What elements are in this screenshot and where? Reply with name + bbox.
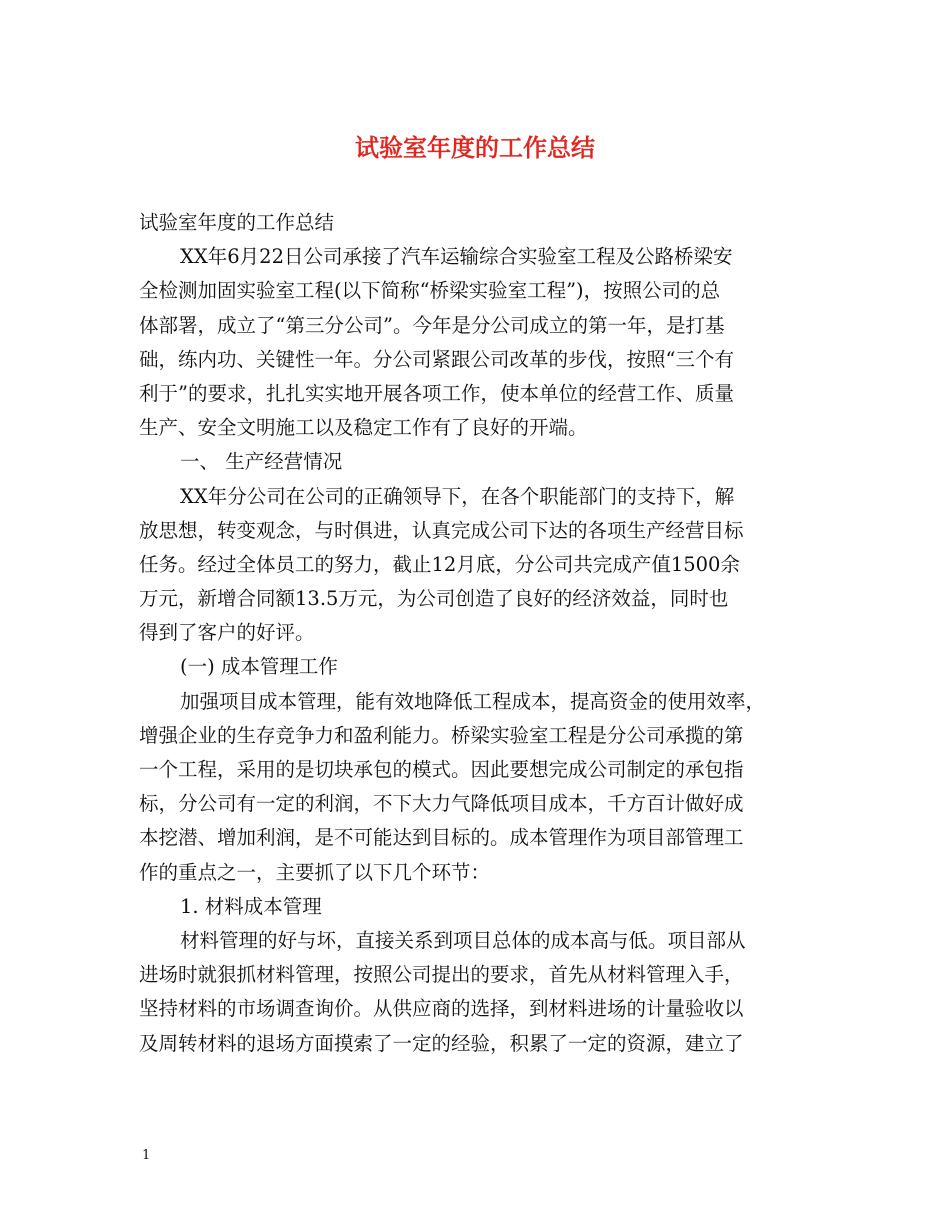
text-line: 一个工程，采用的是切块承包的模式。因此要想完成公司制定的承包指: [139, 758, 744, 781]
text-line: 1. 材料成本管理: [180, 894, 322, 918]
text-line: (一) 成本管理工作: [180, 655, 338, 679]
text-line: 本挖潜、增加利润，是不可能达到目标的。成本管理作为项目部管理工: [139, 826, 744, 850]
text-line: 得到了客户的好评。: [139, 621, 315, 645]
text-line: XX年6月22日公司承接了汽车运输综合实验室工程及公路桥梁安: [180, 245, 733, 269]
text-line: 坚持材料的市场调查询价。从供应商的选择，到材料进场的计量验收以: [139, 997, 744, 1021]
text-line: 及周转材料的退场方面摸索了一定的经验，积累了一定的资源，建立了: [139, 1031, 744, 1055]
text-line: XX年分公司在公司的正确领导下，在各个职能部门的支持下，解: [180, 484, 735, 508]
text-line: 放思想，转变观念，与时俱进，认真完成公司下达的各项生产经营目标: [139, 518, 744, 542]
text-line: 标，分公司有一定的利润，不下大力气降低项目成本，千方百计做好成: [139, 792, 744, 816]
text-line: 材料管理的好与坏，直接关系到项目总体的成本高与低。项目部从: [180, 928, 746, 952]
text-line: 全检测加固实验室工程(以下简称“桥梁实验室工程”)，按照公司的总: [139, 279, 721, 303]
document-body: [139, 206, 817, 1061]
text-line: 进场时就狠抓材料管理，按照公司提出的要求，首先从材料管理入手，: [139, 963, 744, 987]
text-line: 础，练内功、关键性一年。分公司紧跟公司改革的步伐，按照“三个有: [139, 347, 734, 371]
page-title: 试验室年度的工作总结: [355, 133, 595, 162]
page-number: 1: [142, 1148, 151, 1163]
text-line: 一、 生产经营情况: [180, 450, 343, 474]
text-line: 体部署，成立了“第三分公司”。今年是分公司成立的第一年，是打基: [139, 313, 725, 337]
text-line: 作的重点之一，主要抓了以下几个环节：: [139, 860, 491, 884]
text-line: 试验室年度的工作总结: [139, 211, 335, 234]
text-line: 增强企业的生存竞争力和盈利能力。桥梁实验室工程是分公司承揽的第: [139, 723, 744, 747]
text-line: 任务。经过全体员工的努力，截止12月底，分公司共完成产值1500余: [139, 552, 740, 576]
text-line: 加强项目成本管理，能有效地降低工程成本，提高资金的使用效率，: [180, 689, 766, 713]
text-line: 万元，新增合同额13.5万元，为公司创造了良好的经济效益，同时也: [139, 587, 729, 611]
text-line: 生产、安全文明施工以及稳定工作有了良好的开端。: [139, 416, 588, 440]
text-line: 利于”的要求，扎扎实实地开展各项工作，使本单位的经营工作、质量: [139, 381, 734, 405]
